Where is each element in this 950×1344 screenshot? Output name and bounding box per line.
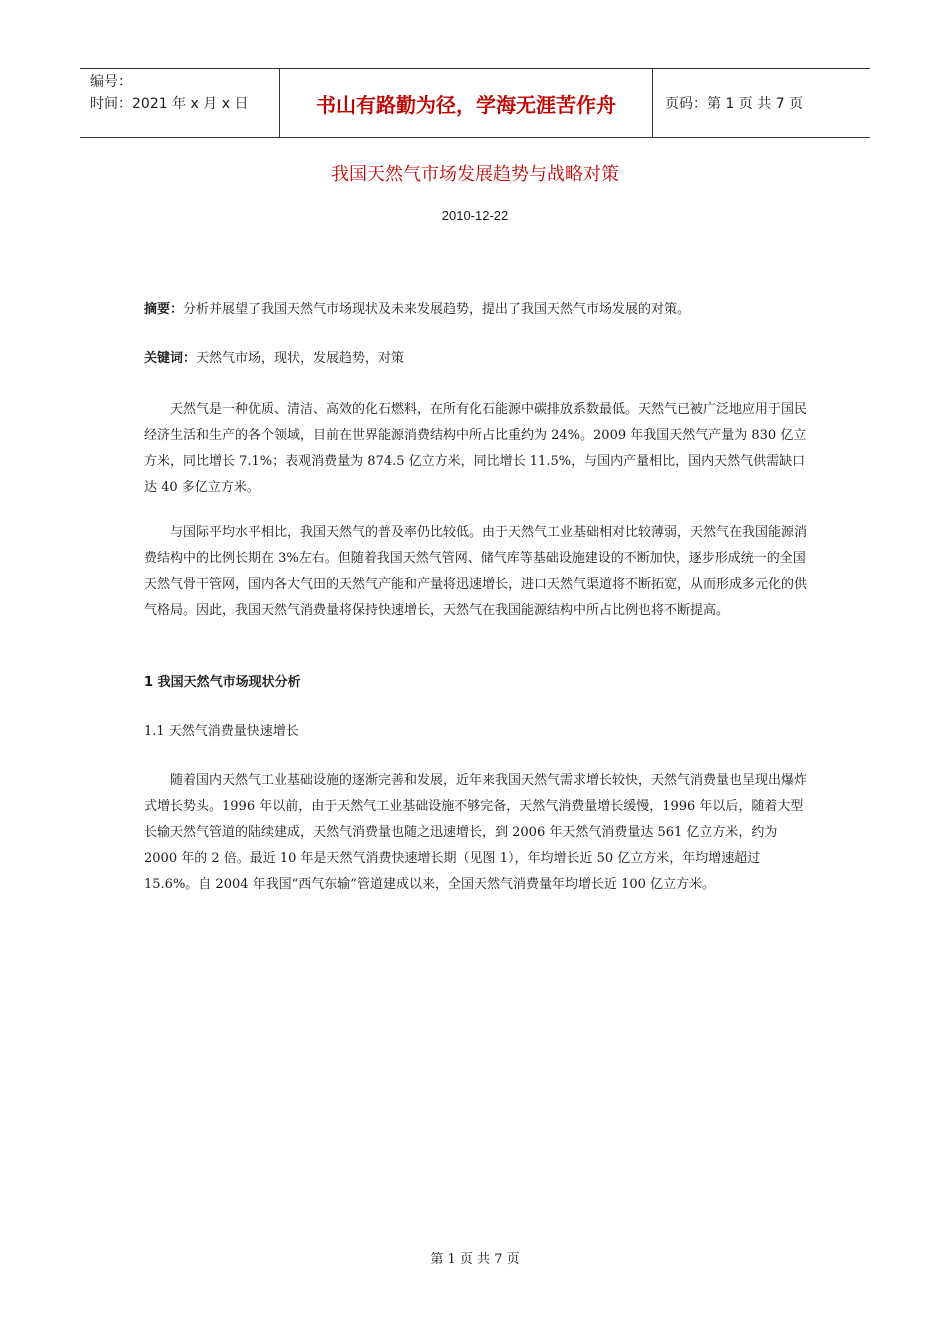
paragraph-2: 与国际平均水平相比，我国天然气的普及率仍比较低。由于天然气工业基础相对比较薄弱，天然气在我国能源消费结构中的比例长期在 3%左右。但随着我国天然气管网、储气库等基础设施建设的不断加快，逐步形成统一的全国天然气骨干管网，国内各大气田的天然气产能和产量将迅速增长，进口天然气渠道将不断拓宽，从而形成多元化的供气格局。因此，我国天然气消费量将保持快速增长，天然气在我国能源结构中所占比例也将不断提高。: [144, 525, 808, 618]
header-meta: [80, 69, 280, 137]
keywords: [144, 346, 810, 372]
document-title: 我国天然气市场发展趋势与战略对策: [331, 164, 619, 185]
motto-text: 书山有路勤为径，学海无涯苦作舟: [316, 92, 616, 117]
paragraph-1: 天然气是一种优质、清洁、高效的化石燃料，在所有化石能源中碳排放系数最低。天然气已被广泛地应用于国民经济生活和生产的各个领域，目前在世界能源消费结构中所占比重约为 24%。2009 年我国天然气产量为 830 亿立方米，同比增长 7.1%；表观消费量为 874.5 亿立方米，同比增长 11.5%，与国内产量相比，国内天然气供需缺口达 40 多亿立方米。: [144, 402, 808, 495]
number-label: 编号：: [90, 74, 132, 90]
keywords-text: 天然气市场，现状，发展趋势，对策: [196, 351, 405, 366]
section-heading-1: 1 我国天然气市场现状分析: [144, 675, 301, 690]
header-page-info: 页码：第 1 页 共 7 页: [665, 96, 804, 112]
document-date: 2010-12-22: [441, 208, 509, 223]
paragraph-3: 随着国内天然气工业基础设施的逐渐完善和发展，近年来我国天然气需求增长较快，天然气消费量也呈现出爆炸式增长势头。1996 年以前，由于天然气工业基础设施不够完备，天然气消费量增长缓慢，1996 年以后，随着大型长输天然气管道的陆续建成，天然气消费量也随之迅速增长，到 2006 年天然气消费量达 561 亿立方米，约为 2000 年的 2 倍。最近 10 年是天然气消费快速增长期（见图 1），年均增长近 50 亿立方米，年均增速超过 15.6%。自 2004 年我国“西气东输”管道建成以来，全国天然气消费量年均增长近 100 亿立方米。: [144, 773, 808, 892]
time-label: 时间：2021 年 x 月 x 日: [90, 96, 249, 112]
page-footer: 第 1 页 共 7 页: [430, 1252, 520, 1267]
keywords-label: 关键词：: [144, 351, 197, 366]
abstract-label: 摘要：: [144, 302, 184, 317]
section-heading-1-1: 1.1 天然气消费量快速增长: [144, 724, 299, 739]
page-header: [80, 68, 870, 138]
abstract: [144, 297, 810, 323]
abstract-text: 分析并展望了我国天然气市场现状及未来发展趋势，提出了我国天然气市场发展的对策。: [183, 302, 691, 317]
header-motto: [280, 69, 653, 137]
